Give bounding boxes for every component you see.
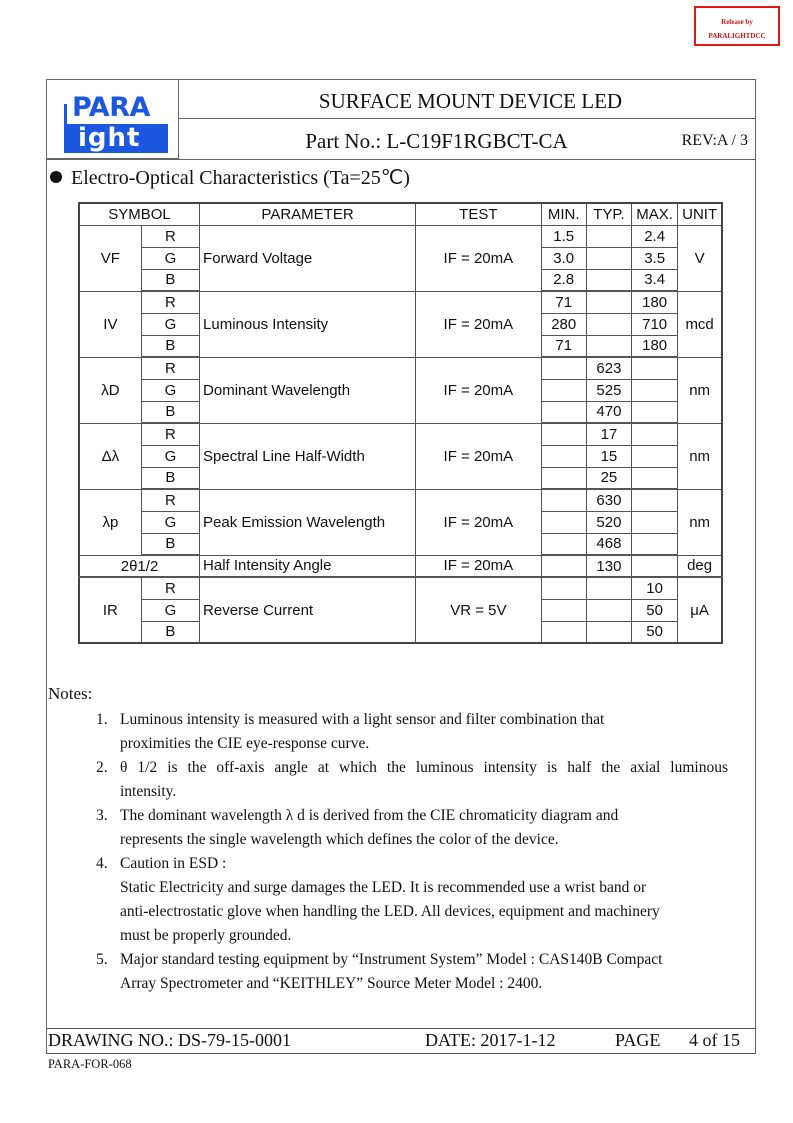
- note-line: represents the single wavelength which defines the color of the device.: [120, 831, 559, 848]
- table-row: [79, 489, 722, 511]
- min-cell: 71: [541, 291, 586, 313]
- test-cell: IF = 20mA: [416, 423, 542, 489]
- test-cell: IF = 20mA: [416, 357, 542, 423]
- parameter-cell: Peak Emission Wavelength: [200, 489, 416, 555]
- bullet-icon: [50, 171, 62, 183]
- max-cell: 50: [632, 621, 678, 643]
- min-cell: [541, 467, 586, 489]
- min-cell: 280: [541, 313, 586, 335]
- note-number: 1.: [96, 711, 108, 728]
- unit-cell: V: [678, 225, 722, 291]
- channel-cell: B: [141, 533, 199, 555]
- test-cell: IF = 20mA: [416, 225, 542, 291]
- typ-cell: [586, 269, 631, 291]
- logo-top-text: PARA: [72, 92, 150, 123]
- notes-title: Notes:: [48, 684, 93, 703]
- electro-optical-table: [78, 202, 723, 644]
- parameter-cell: Half Intensity Angle: [200, 555, 416, 577]
- typ-cell: 630: [586, 489, 631, 511]
- min-cell: [541, 489, 586, 511]
- min-cell: 1.5: [541, 225, 586, 247]
- typ-cell: [586, 577, 631, 599]
- channel-cell: G: [141, 379, 199, 401]
- unit-cell: μA: [678, 577, 722, 643]
- typ-cell: [586, 599, 631, 621]
- channel-cell: R: [141, 489, 199, 511]
- min-cell: [541, 599, 586, 621]
- header-divider: [46, 159, 756, 160]
- typ-cell: 520: [586, 511, 631, 533]
- channel-cell: B: [141, 401, 199, 423]
- min-cell: 71: [541, 335, 586, 357]
- note-line: Caution in ESD :: [120, 855, 227, 872]
- typ-cell: [586, 225, 631, 247]
- note-line: Static Electricity and surge damages the LED. It is recommended use a wrist band or: [120, 879, 647, 896]
- typ-cell: 623: [586, 357, 631, 379]
- table-row: [79, 225, 722, 247]
- unit-cell: nm: [678, 489, 722, 555]
- symbol-cell: IV: [79, 291, 141, 357]
- note-item: [48, 948, 728, 996]
- col-header-test: TEST: [416, 203, 542, 225]
- max-cell: [632, 401, 678, 423]
- symbol-cell: IR: [79, 577, 141, 643]
- typ-cell: 25: [586, 467, 631, 489]
- typ-cell: [586, 313, 631, 335]
- document-date: DATE: 2017-1-12: [425, 1030, 556, 1050]
- min-cell: [541, 401, 586, 423]
- note-line: must be properly grounded.: [120, 927, 292, 944]
- channel-cell: B: [141, 467, 199, 489]
- section-title-text: Electro-Optical Characteristics (Ta=25℃): [71, 167, 410, 189]
- max-cell: [632, 555, 678, 577]
- channel-cell: B: [141, 621, 199, 643]
- min-cell: [541, 577, 586, 599]
- min-cell: [541, 379, 586, 401]
- col-header-max: MAX.: [632, 203, 678, 225]
- table-row: [79, 577, 722, 599]
- table-row: [79, 555, 722, 577]
- note-line: θ 1/2 is the off-axis angle at which the luminous intensity is half the axial luminous: [120, 759, 728, 776]
- max-cell: [632, 357, 678, 379]
- max-cell: 180: [632, 291, 678, 313]
- typ-cell: [586, 335, 631, 357]
- channel-cell: R: [141, 225, 199, 247]
- min-cell: [541, 555, 586, 577]
- footer: [48, 1028, 754, 1053]
- test-cell: IF = 20mA: [416, 291, 542, 357]
- max-cell: [632, 511, 678, 533]
- typ-cell: 17: [586, 423, 631, 445]
- typ-cell: 470: [586, 401, 631, 423]
- parameter-cell: Dominant Wavelength: [200, 357, 416, 423]
- min-cell: [541, 621, 586, 643]
- logo-bottom-text: ight: [64, 124, 168, 153]
- max-cell: [632, 489, 678, 511]
- drawing-number: DRAWING NO.: DS-79-15-0001: [48, 1030, 292, 1050]
- test-cell: IF = 20mA: [416, 489, 542, 555]
- symbol-cell: VF: [79, 225, 141, 291]
- max-cell: 3.5: [632, 247, 678, 269]
- note-item: [48, 756, 728, 804]
- paralight-logo: [64, 94, 168, 153]
- note-number: 4.: [96, 855, 108, 872]
- typ-cell: [586, 291, 631, 313]
- col-header-typ: TYP.: [586, 203, 631, 225]
- typ-cell: [586, 621, 631, 643]
- min-cell: [541, 511, 586, 533]
- channel-cell: R: [141, 357, 199, 379]
- footer-bottom-border: [46, 1053, 756, 1054]
- typ-cell: 15: [586, 445, 631, 467]
- col-header-symbol: SYMBOL: [79, 203, 200, 225]
- channel-cell: B: [141, 335, 199, 357]
- parameter-cell: Forward Voltage: [200, 225, 416, 291]
- min-cell: [541, 423, 586, 445]
- part-number-row: [179, 119, 756, 159]
- unit-cell: nm: [678, 357, 722, 423]
- channel-cell: G: [141, 511, 199, 533]
- col-header-min: MIN.: [541, 203, 586, 225]
- note-item: [48, 708, 728, 756]
- channel-cell: R: [141, 291, 199, 313]
- symbol-cell: Δλ: [79, 423, 141, 489]
- note-line: anti-electrostatic glove when handling the LED. All devices, equipment and machinery: [120, 903, 660, 920]
- notes-list: [48, 708, 728, 996]
- table-row: [79, 357, 722, 379]
- note-item: [48, 852, 728, 948]
- note-item: [48, 804, 728, 852]
- note-line: intensity.: [120, 783, 177, 800]
- max-cell: [632, 533, 678, 555]
- min-cell: [541, 533, 586, 555]
- unit-cell: deg: [678, 555, 722, 577]
- col-header-unit: UNIT: [678, 203, 722, 225]
- max-cell: 10: [632, 577, 678, 599]
- note-line: Luminous intensity is measured with a light sensor and filter combination that: [120, 711, 605, 728]
- test-cell: VR = 5V: [416, 577, 542, 643]
- min-cell: 2.8: [541, 269, 586, 291]
- form-id: PARA-FOR-068: [48, 1057, 132, 1071]
- test-cell: IF = 20mA: [416, 555, 542, 577]
- release-stamp: [694, 6, 780, 46]
- table-header-row: [79, 203, 722, 225]
- min-cell: 3.0: [541, 247, 586, 269]
- parameter-cell: Luminous Intensity: [200, 291, 416, 357]
- max-cell: 2.4: [632, 225, 678, 247]
- channel-cell: G: [141, 313, 199, 335]
- symbol-cell: λp: [79, 489, 141, 555]
- min-cell: [541, 357, 586, 379]
- col-header-parameter: PARAMETER: [200, 203, 416, 225]
- channel-cell: R: [141, 577, 199, 599]
- channel-cell: G: [141, 445, 199, 467]
- note-line: The dominant wavelength λ d is derived from the CIE chromaticity diagram and: [120, 807, 619, 824]
- channel-cell: G: [141, 247, 199, 269]
- channel-cell: G: [141, 599, 199, 621]
- note-number: 2.: [96, 759, 108, 776]
- min-cell: [541, 445, 586, 467]
- max-cell: 3.4: [632, 269, 678, 291]
- max-cell: 50: [632, 599, 678, 621]
- parameter-cell: Spectral Line Half-Width: [200, 423, 416, 489]
- channel-cell: R: [141, 423, 199, 445]
- symbol-cell: 2θ1/2: [79, 555, 200, 577]
- typ-cell: 525: [586, 379, 631, 401]
- parameter-cell: Reverse Current: [200, 577, 416, 643]
- max-cell: 180: [632, 335, 678, 357]
- channel-cell: B: [141, 269, 199, 291]
- note-number: 5.: [96, 951, 108, 968]
- note-line: proximities the CIE eye-response curve.: [120, 735, 370, 752]
- unit-cell: nm: [678, 423, 722, 489]
- stamp-line-2: PARALIGHTDCC: [708, 32, 766, 40]
- typ-cell: 468: [586, 533, 631, 555]
- typ-cell: 130: [586, 555, 631, 577]
- table-row: [79, 291, 722, 313]
- page-number: 4 of 15: [689, 1030, 740, 1050]
- revision: REV:A / 3: [681, 132, 748, 149]
- max-cell: 710: [632, 313, 678, 335]
- max-cell: [632, 379, 678, 401]
- max-cell: [632, 467, 678, 489]
- document-title: SURFACE MOUNT DEVICE LED: [179, 79, 756, 119]
- symbol-cell: λD: [79, 357, 141, 423]
- part-number: Part No.: L-C19F1RGBCT-CA: [305, 129, 568, 153]
- note-line: Array Spectrometer and “KEITHLEY” Source Meter Model : 2400.: [120, 975, 543, 992]
- page-label: PAGE: [615, 1030, 661, 1050]
- table-row: [79, 423, 722, 445]
- notes-section: [48, 682, 728, 996]
- note-line: Major standard testing equipment by “Instrument System” Model : CAS140B Compact: [120, 951, 663, 968]
- note-number: 3.: [96, 807, 108, 824]
- typ-cell: [586, 247, 631, 269]
- max-cell: [632, 423, 678, 445]
- max-cell: [632, 445, 678, 467]
- unit-cell: mcd: [678, 291, 722, 357]
- section-title: [50, 164, 410, 192]
- stamp-line-1: Release by: [721, 18, 753, 26]
